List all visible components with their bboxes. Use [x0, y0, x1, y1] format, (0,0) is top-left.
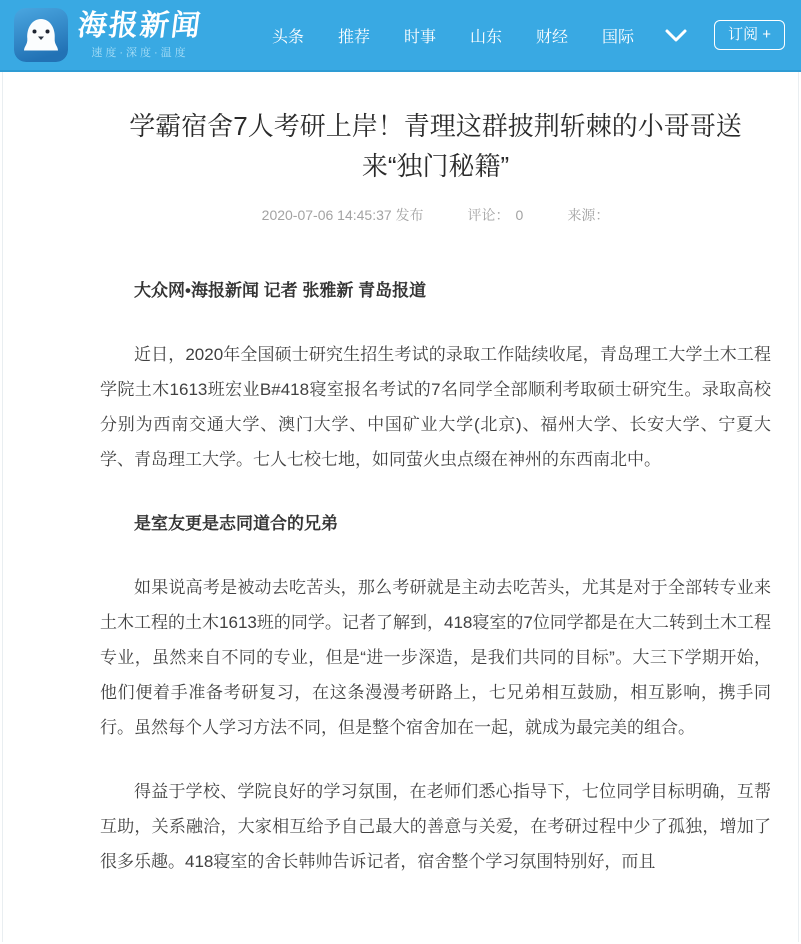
site-header [0, 0, 801, 72]
seal-mascot-icon [14, 8, 68, 62]
comments-count: 0 [515, 207, 524, 223]
chevron-down-icon[interactable] [664, 28, 688, 43]
article-title: 学霸宿舍7人考研上岸！青理这群披荆斩棘的小哥哥送来“独门秘籍” [129, 111, 742, 181]
reporter-line: 大众网•海报新闻 记者 张雅新 青岛报道 [134, 281, 427, 300]
nav-item-international[interactable]: 国际 [602, 28, 635, 46]
nav-item-recommended[interactable]: 推荐 [337, 28, 370, 46]
header-nav [272, 24, 634, 47]
logo-tagline: 速度·深度·温度 [91, 46, 189, 59]
nav-item-current-affairs[interactable]: 时事 [404, 28, 437, 46]
nav-item-shandong[interactable]: 山东 [470, 28, 503, 46]
publish-time: 2020-07-06 14:45:37 发布 [261, 207, 424, 223]
site-logo[interactable] [14, 8, 202, 62]
nav-item-finance[interactable]: 财经 [536, 28, 569, 46]
article-paragraph: 近日，2020年全国硕士研究生招生考试的录取工作陆续收尾，青岛理工大学土木工程学院土木1613班宏业B#418寝室报名考试的7名同学全部顺利考取硕士研究生。录取高校分别为西南交通大学、澳门大学、中国矿业大学(北京)、福州大学、长安大学、宁夏大学、青岛理工大学。七人七校七地，如同萤火虫点缀在神州的东西南北中。 [100, 345, 771, 469]
logo-title: 海报新闻 [76, 9, 204, 42]
article-body [100, 273, 771, 879]
article-subheading: 是室友更是志同道合的兄弟 [134, 514, 338, 533]
article-meta [100, 205, 771, 225]
source-label: 来源： [567, 207, 610, 223]
nav-item-headlines[interactable]: 头条 [271, 28, 304, 46]
subscribe-button[interactable]: 订阅 + [714, 20, 785, 50]
article-page [2, 72, 799, 942]
comments-label: 评论： [467, 207, 510, 223]
article-paragraph: 如果说高考是被动去吃苦头，那么考研就是主动去吃苦头，尤其是对于全部转专业来土木工程的土木1613班的同学。记者了解到，418寝室的7位同学都是在大二转到土木工程专业，虽然来自不同的专业，但是“进一步深造，是我们共同的目标”。大三下学期开始，他们便着手准备考研复习，在这条漫漫考研路上，七兄弟相互鼓励，相互影响，携手同行。虽然每个人学习方法不同，但是整个宿舍加在一起，就成为最完美的组合。 [100, 578, 771, 737]
article-paragraph: 得益于学校、学院良好的学习氛围，在老师们悉心指导下，七位同学目标明确，互帮互助，关系融洽，大家相互给予自己最大的善意与关爱，在考研过程中少了孤独，增加了很多乐趣。418寝室的舍长韩帅告诉记者，宿舍整个学习氛围特别好，而且 [100, 782, 771, 871]
